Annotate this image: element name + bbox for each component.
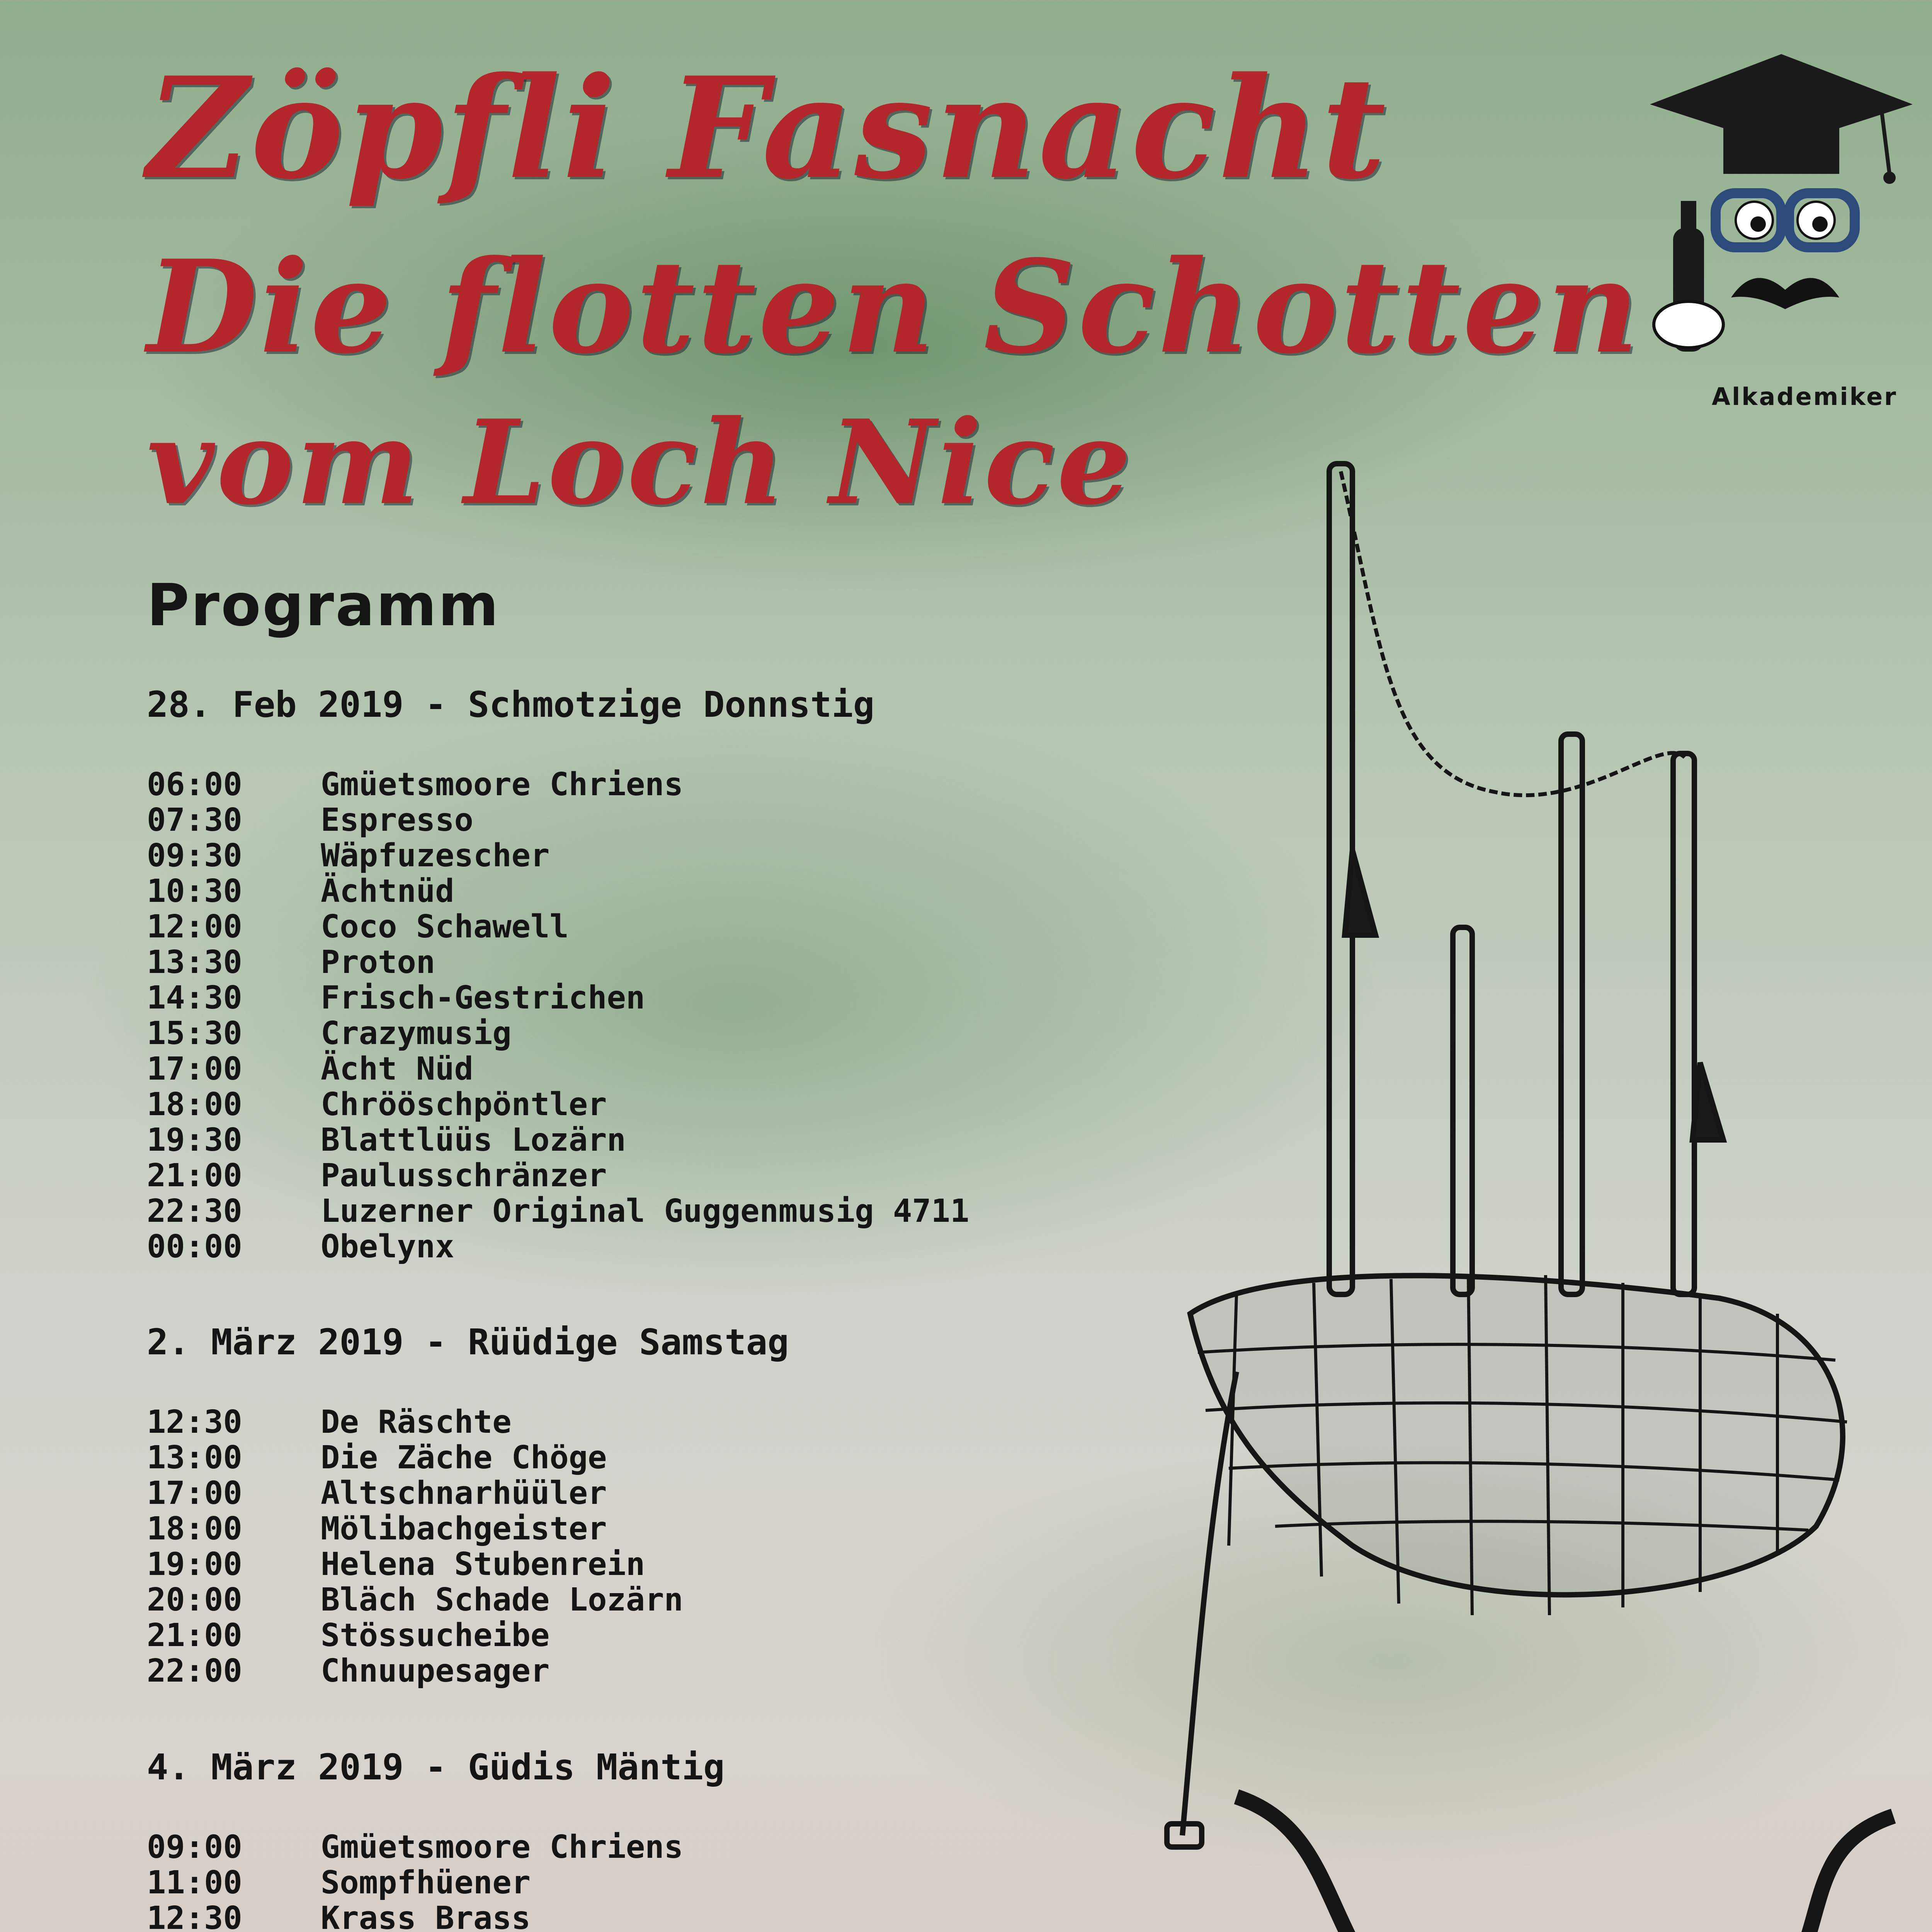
time: 00:00 <box>147 1228 242 1265</box>
act-name: Chrööschpöntler <box>321 1086 607 1123</box>
list-item <box>147 1087 1094 1122</box>
act-name: Luzerner Original Guggenmusig 4711 <box>321 1193 969 1230</box>
time: 22:30 <box>147 1193 242 1230</box>
act-name: Die Zäche Chöge <box>321 1439 607 1476</box>
title-line-1: Zöpfli Fasnacht <box>147 46 1388 210</box>
time: 14:30 <box>147 980 242 1016</box>
schedule-list <box>147 1830 1094 1932</box>
list-item <box>147 874 1094 909</box>
time: 18:00 <box>147 1086 242 1123</box>
bagpipe-illustration <box>1082 386 1932 1893</box>
alkademiker-caption: Alkademiker <box>1712 383 1898 411</box>
time: 21:00 <box>147 1617 242 1654</box>
list-item <box>147 1865 1094 1901</box>
act-name: Stössucheibe <box>321 1617 550 1654</box>
act-name: Proton <box>321 944 435 981</box>
act-name: Chnuupesager <box>321 1653 550 1689</box>
list-item <box>147 1158 1094 1194</box>
list-item <box>147 767 1094 803</box>
time: 21:00 <box>147 1157 242 1194</box>
act-name: Sompfhüener <box>321 1864 531 1901</box>
time: 13:30 <box>147 944 242 981</box>
time: 17:00 <box>147 1051 242 1087</box>
act-name: Gmüetsmoore Chriens <box>321 766 683 803</box>
list-item <box>147 1440 1094 1476</box>
act-name: Coco Schawell <box>321 908 569 945</box>
time: 12:30 <box>147 1900 242 1932</box>
act-name: Crazymusig <box>321 1015 512 1052</box>
list-item <box>147 1476 1094 1511</box>
list-item <box>147 980 1094 1016</box>
list-item <box>147 803 1094 838</box>
time: 07:30 <box>147 802 242 838</box>
act-name: Ächtnüd <box>321 873 454 910</box>
act-name: Paulusschränzer <box>321 1157 607 1194</box>
time: 10:30 <box>147 873 242 910</box>
list-item <box>147 838 1094 874</box>
act-name: Bläch Schade Lozärn <box>321 1582 683 1618</box>
act-name: Espresso <box>321 802 473 838</box>
list-item <box>147 1582 1094 1618</box>
time: 12:00 <box>147 908 242 945</box>
day-heading: 28. Feb 2019 - Schmotzige Donnstig <box>147 684 875 725</box>
time: 18:00 <box>147 1510 242 1547</box>
list-item <box>147 1511 1094 1547</box>
act-name: Frisch-Gestrichen <box>321 980 645 1016</box>
list-item <box>147 909 1094 945</box>
schedule-list <box>147 1405 1094 1689</box>
time: 17:00 <box>147 1475 242 1512</box>
time: 11:00 <box>147 1864 242 1901</box>
time: 20:00 <box>147 1582 242 1618</box>
time: 19:30 <box>147 1122 242 1158</box>
list-item <box>147 1618 1094 1653</box>
list-item <box>147 1901 1094 1932</box>
title-line-3: vom Loch Nice <box>147 394 1133 531</box>
list-item <box>147 1051 1094 1087</box>
title-line-2: Die flotten Schotten <box>147 232 1641 382</box>
time: 15:30 <box>147 1015 242 1052</box>
act-name: Obelynx <box>321 1228 454 1265</box>
time: 13:00 <box>147 1439 242 1476</box>
act-name: Krass Brass <box>321 1900 531 1932</box>
time: 22:00 <box>147 1653 242 1689</box>
act-name: Helena Stubenrein <box>321 1546 645 1583</box>
act-name: Gmüetsmoore Chriens <box>321 1829 683 1866</box>
alkademiker-logo <box>1642 46 1920 425</box>
list-item <box>147 945 1094 980</box>
list-item <box>147 1653 1094 1689</box>
list-item <box>147 1830 1094 1865</box>
list-item <box>147 1194 1094 1229</box>
list-item <box>147 1016 1094 1051</box>
act-name: Ächt Nüd <box>321 1051 473 1087</box>
time: 06:00 <box>147 766 242 803</box>
schedule-list <box>147 767 1094 1265</box>
time: 19:00 <box>147 1546 242 1583</box>
list-item <box>147 1547 1094 1582</box>
list-item <box>147 1229 1094 1265</box>
list-item <box>147 1122 1094 1158</box>
act-name: De Räschte <box>321 1404 512 1440</box>
act-name: Wäpfuzescher <box>321 837 550 874</box>
day-heading: 2. März 2019 - Rüüdige Samstag <box>147 1321 789 1363</box>
act-name: Blattlüüs Lozärn <box>321 1122 626 1158</box>
program-heading: Programm <box>147 572 500 639</box>
act-name: Mölibachgeister <box>321 1510 607 1547</box>
octopus-illustration <box>1198 1777 1932 1932</box>
time: 12:30 <box>147 1404 242 1440</box>
list-item <box>147 1405 1094 1440</box>
day-heading: 4. März 2019 - Güdis Mäntig <box>147 1747 725 1788</box>
time: 09:30 <box>147 837 242 874</box>
mortarboard-glasses-mustache-icon <box>1642 46 1920 425</box>
time: 09:00 <box>147 1829 242 1866</box>
act-name: Altschnarhüüler <box>321 1475 607 1512</box>
